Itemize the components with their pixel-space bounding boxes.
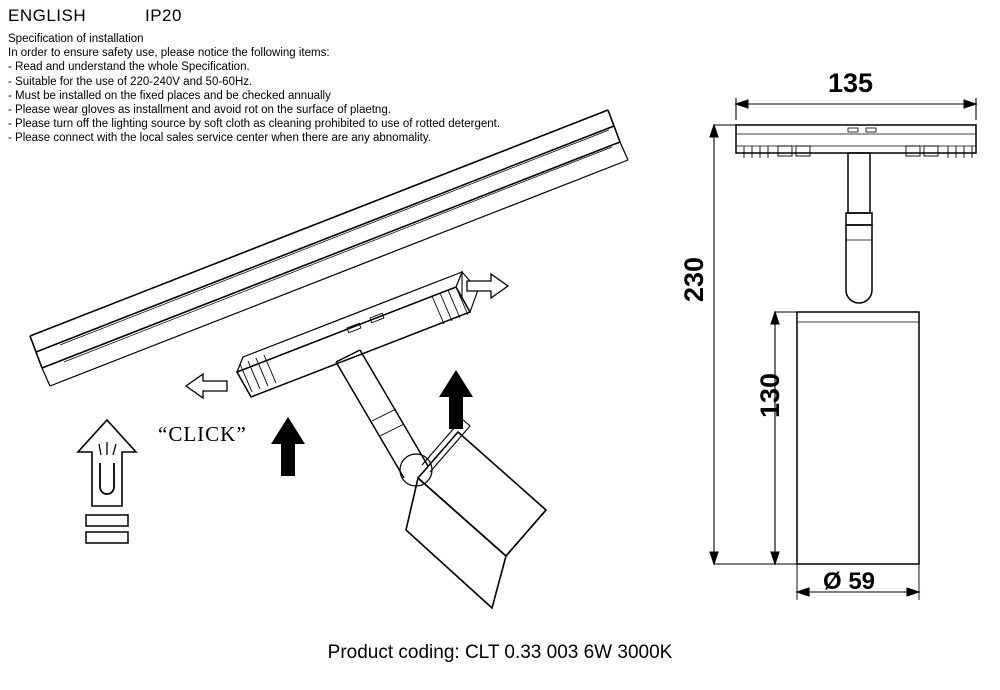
- orthographic-view: [736, 125, 976, 564]
- luminaire-head-perspective: [237, 272, 478, 397]
- dimension-total-height-label: 230: [679, 256, 709, 302]
- track-rail-illustration: [30, 110, 628, 386]
- dimension-diameter-label: Ø 59: [823, 568, 876, 595]
- magnet-click-symbol: [78, 420, 136, 543]
- spec-item-1: - Read and understand the whole Specification.: [8, 61, 250, 74]
- spec-item-6: - Please connect with the local sales service center when there are any abnomality.: [8, 132, 431, 145]
- language-label: ENGLISH: [8, 6, 87, 25]
- spec-item-4: - Please wear gloves as installment and avoid rot on the surface of plaetng.: [8, 104, 391, 117]
- product-coding-label: Product coding: CLT 0.33 003 6W 3000K: [327, 642, 673, 663]
- dimension-lines: [710, 98, 976, 600]
- luminaire-arm-perspective: [336, 350, 432, 486]
- spot-cylinder-perspective: [406, 419, 546, 608]
- ip-rating-label: IP20: [145, 6, 182, 25]
- click-label: “CLICK”: [158, 422, 247, 446]
- spec-title: Specification of installation: [8, 33, 144, 45]
- spec-item-3: - Must be installed on the fixed places and be checked annually: [8, 89, 331, 102]
- dimension-body-height-label: 130: [755, 372, 785, 418]
- spec-intro: In order to ensure safety use, please notice the following items:: [8, 47, 330, 60]
- spec-item-2: - Suitable for the use of 220-240V and 50-60Hz.: [8, 75, 253, 88]
- dimension-width-label: 135: [828, 68, 874, 98]
- specification-block: [8, 32, 568, 146]
- spec-item-5: - Please turn off the lighting source by soft cloth as cleaning prohibited to use of rotted detergent.: [8, 118, 501, 131]
